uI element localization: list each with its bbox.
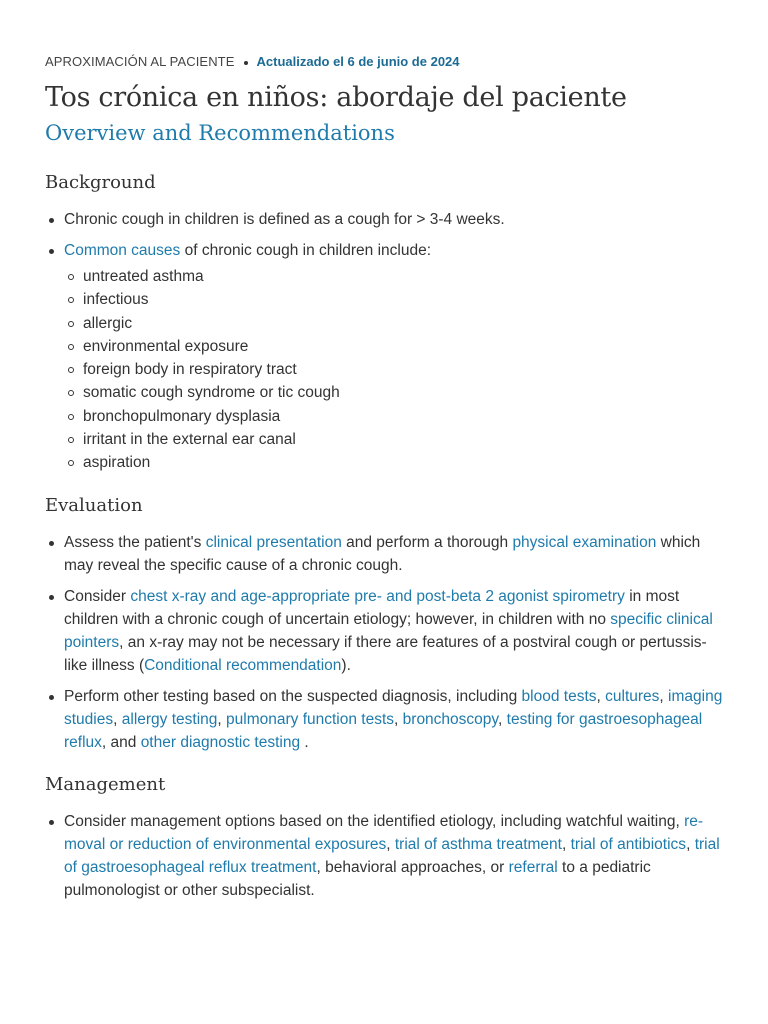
text: Perform other testing based on the suspected diagnosis, including <box>64 687 522 705</box>
text: and perform a thorough <box>341 533 513 551</box>
management-list <box>45 810 724 902</box>
text: , and <box>101 733 141 751</box>
cause-item: aspiration <box>64 451 724 474</box>
common-causes-link[interactable]: Common causes <box>64 242 181 259</box>
list-item <box>45 208 724 231</box>
text: , <box>659 687 669 705</box>
evaluation-section <box>45 493 724 754</box>
text: , <box>386 835 395 853</box>
page-subtitle: Overview and Recommendations <box>45 121 395 145</box>
physical-examination-link[interactable]: physical examination <box>512 533 657 551</box>
other-diagnostic-testing-link[interactable]: other diagnostic testing <box>140 733 301 751</box>
evaluation-heading: Evaluation <box>45 494 143 516</box>
separator-dot-icon <box>244 61 248 65</box>
bronchoscopy-link[interactable]: bronchoscopy <box>402 710 499 728</box>
text: , <box>596 687 606 705</box>
text: , <box>561 835 571 853</box>
list-item <box>45 810 724 902</box>
background-list <box>45 208 724 475</box>
text: , an x-ray may not be necessary if there are features of a postviral cough or pertussis-like illness ( <box>64 633 707 674</box>
text: , <box>113 710 122 728</box>
management-section <box>45 772 724 902</box>
cause-item: bronchopulmonary dysplasia <box>64 405 724 428</box>
clinical-presentation-link[interactable]: clinical presentation <box>205 533 342 551</box>
causes-list <box>64 265 724 475</box>
cause-item: allergic <box>64 312 724 335</box>
article-meta <box>45 52 724 70</box>
definition-text: Chronic cough in children is defined as a cough for > 3-4 weeks. <box>64 211 505 228</box>
specific-clinical-pointers-link[interactable]: specific clinical pointers <box>64 610 713 651</box>
text: , <box>686 835 695 853</box>
text: Consider management options based on the identified etiology, including watchful waiting, <box>64 812 685 830</box>
cause-item: foreign body in respiratory tract <box>64 358 724 381</box>
environmental-exposures-link[interactable]: removal or reduction of environmental exposures <box>64 812 704 853</box>
text: , behavioral approaches, or <box>316 858 509 876</box>
management-heading: Management <box>45 773 166 795</box>
list-item <box>45 531 724 577</box>
cause-item: infectious <box>64 288 724 311</box>
asthma-treatment-link[interactable]: trial of asthma treatment <box>394 835 562 853</box>
background-heading: Background <box>45 172 156 193</box>
antibiotics-link[interactable]: trial of antibiotics <box>570 835 687 853</box>
text: , <box>394 710 403 728</box>
pulmonary-function-tests-link[interactable]: pulmonary function tests <box>226 710 395 728</box>
cause-item: untreated asthma <box>64 265 724 288</box>
imaging-studies-link[interactable]: imaging studies <box>64 687 723 728</box>
cause-item: environmental exposure <box>64 335 724 358</box>
list-item <box>45 239 724 475</box>
text: , <box>217 710 227 728</box>
conditional-recommendation-link[interactable]: Conditional recommendation <box>144 656 342 674</box>
gastroesophageal-reflux-testing-link[interactable]: testing for gastroesophageal reflux <box>64 710 703 751</box>
text: , <box>498 710 507 728</box>
allergy-testing-link[interactable]: allergy testing <box>121 710 218 728</box>
list-item <box>45 685 724 754</box>
article-type-label: APROXIMACIÓN AL PACIENTE <box>45 53 235 69</box>
text: Assess the patient's <box>64 533 206 551</box>
cause-item: irritant in the external ear canal <box>64 428 724 451</box>
referral-link[interactable]: referral <box>508 858 558 876</box>
text: to a pediatric pulmonologist or other subspecialist. <box>64 858 651 899</box>
updated-date: Actualizado el 6 de junio de 2024 <box>256 53 460 69</box>
cultures-link[interactable]: cultures <box>605 687 660 705</box>
list-item <box>45 585 724 677</box>
background-section <box>45 170 724 475</box>
text: which may reveal the specific cause of a chronic cough. <box>64 533 701 574</box>
reflux-treatment-link[interactable]: trial of gastroesophageal reflux treatment <box>64 835 720 876</box>
text: in most children with a chronic cough of uncertain etiology; however, in children with no <box>64 587 680 628</box>
text: ). <box>341 656 351 674</box>
text: . <box>300 733 309 751</box>
chest-xray-spirometry-link[interactable]: chest x-ray and age-appropriate pre- and post-beta 2 agonist spirometry <box>130 587 625 605</box>
cause-item: somatic cough syndrome or tic cough <box>64 381 724 404</box>
evaluation-list <box>45 531 724 754</box>
list-item-text: of chronic cough in children include: <box>180 242 432 259</box>
text: Consider <box>64 587 131 605</box>
page-title: Tos crónica en niños: abordaje del paciente <box>45 82 627 113</box>
blood-tests-link[interactable]: blood tests <box>521 687 597 705</box>
